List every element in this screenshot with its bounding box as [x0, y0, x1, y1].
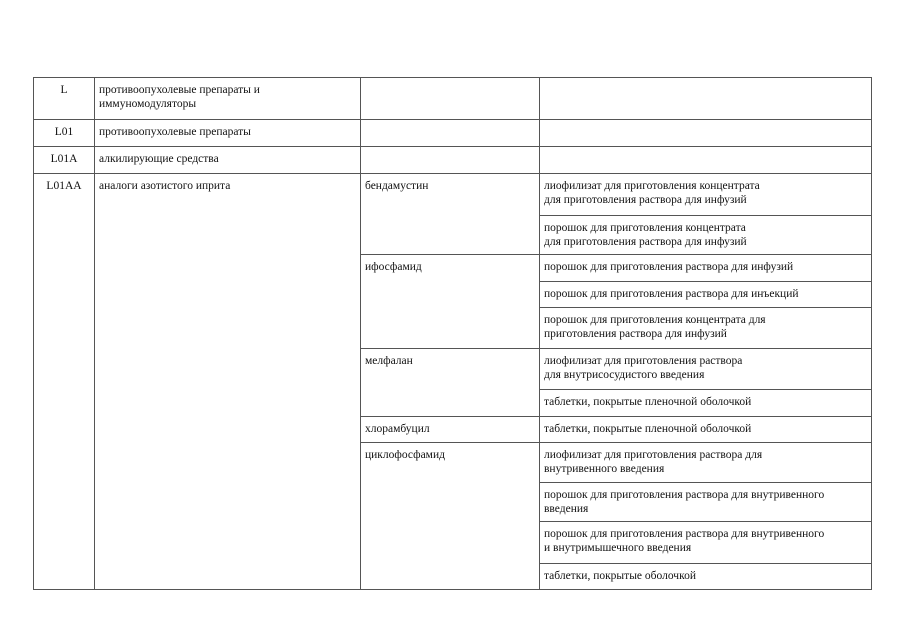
group-name-cell: противоопухолевые препараты и иммуномодуляторы — [95, 78, 361, 120]
table-row — [34, 147, 872, 174]
atc-code-cell: L01 — [34, 120, 95, 147]
drug-name-cell: ифосфамид — [361, 255, 540, 349]
dosage-form-cell — [540, 120, 872, 147]
atc-code-cell: L01AA — [34, 174, 95, 590]
drug-name-cell — [361, 147, 540, 174]
dosage-form-cell: таблетки, покрытые пленочной оболочкой — [540, 417, 872, 443]
drug-name-cell: хлорамбуцил — [361, 417, 540, 443]
dosage-form-cell: порошок для приготовления раствора для инъекций — [540, 282, 872, 308]
atc-code-cell: L01A — [34, 147, 95, 174]
drug-name-cell — [361, 120, 540, 147]
dosage-form-cell: таблетки, покрытые оболочкой — [540, 564, 872, 590]
dosage-form-cell: порошок для приготовления раствора для внутривенного и внутримышечного введения — [540, 522, 872, 564]
table-row — [34, 174, 872, 216]
dosage-form-cell: порошок для приготовления раствора для инфузий — [540, 255, 872, 282]
dosage-form-cell: лиофилизат для приготовления раствора для внутрисосудистого введения — [540, 349, 872, 390]
dosage-form-cell — [540, 147, 872, 174]
drug-classification-table — [33, 77, 872, 590]
atc-code-cell: L — [34, 78, 95, 120]
dosage-form-cell: таблетки, покрытые пленочной оболочкой — [540, 390, 872, 417]
table-row — [34, 120, 872, 147]
drug-name-cell: циклофосфамид — [361, 443, 540, 590]
table-row — [34, 78, 872, 120]
dosage-form-cell: лиофилизат для приготовления концентрата для приготовления раствора для инфузий — [540, 174, 872, 216]
group-name-cell: противоопухолевые препараты — [95, 120, 361, 147]
dosage-form-cell — [540, 78, 872, 120]
drug-name-cell — [361, 78, 540, 120]
dosage-form-cell: лиофилизат для приготовления раствора для внутривенного введения — [540, 443, 872, 483]
group-name-cell: аналоги азотистого иприта — [95, 174, 361, 590]
drug-name-cell: мелфалан — [361, 349, 540, 417]
dosage-form-cell: порошок для приготовления раствора для внутривенного введения — [540, 483, 872, 522]
drug-name-cell: бендамустин — [361, 174, 540, 255]
dosage-form-cell: порошок для приготовления концентрата для приготовления раствора для инфузий — [540, 308, 872, 349]
group-name-cell: алкилирующие средства — [95, 147, 361, 174]
dosage-form-cell: порошок для приготовления концентрата для приготовления раствора для инфузий — [540, 216, 872, 255]
